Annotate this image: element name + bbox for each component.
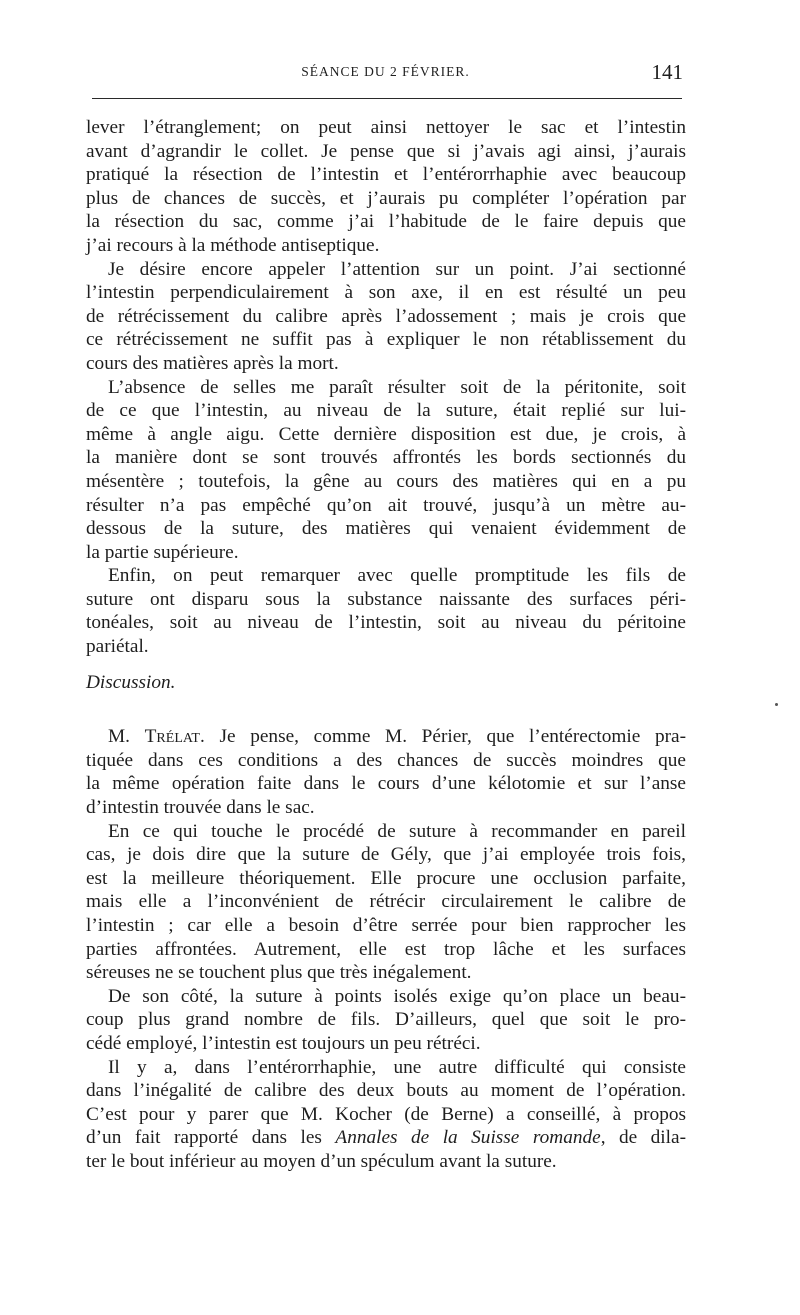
header-rule	[92, 98, 682, 99]
speaker-line-rest: . Je pense, comme M. Périer, que l’entérectomie pra-	[200, 726, 687, 748]
page-number: 141	[651, 60, 683, 84]
text-line: la partie supérieure.	[86, 541, 239, 563]
text-line: cas, je dois dire que la suture de Gély, que j’ai employée trois fois,	[86, 844, 686, 866]
text-line: avant d’agrandir le collet. Je pense que si j’avais agi ainsi, j’aurais	[86, 140, 686, 162]
text-line: pratiqué la résection de l’intestin et l’entérorrhaphie avec beaucoup	[86, 164, 686, 186]
paragraph-5	[86, 725, 686, 819]
speaker-prefix: M.	[108, 726, 130, 748]
paragraph-8	[86, 1056, 686, 1174]
text-line	[86, 1126, 686, 1150]
text-line: pariétal.	[86, 636, 149, 658]
paragraph-2	[86, 258, 686, 376]
text-line: même à angle aigu. Cette dernière disposition est due, je crois, à	[86, 423, 686, 445]
discussion-heading: Discussion.	[86, 671, 176, 693]
text-line: ce rétrécissement ne suffit pas à expliquer le non rétablissement du	[86, 329, 686, 351]
text-line: de rétrécissement du calibre après l’adossement ; mais je crois que	[86, 305, 686, 327]
paragraph-4	[86, 564, 686, 658]
running-head: SÉANCE DU 2 FÉVRIER.	[301, 64, 470, 79]
text-line: suture ont disparu sous la substance naissante des surfaces péri-	[86, 588, 686, 610]
text-line: de ce que l’intestin, au niveau de la suture, était replié sur lui-	[86, 400, 686, 422]
text-line: cédé employé, l’intestin est toujours un peu rétréci.	[86, 1032, 481, 1054]
text-line: la même opération faite dans le cours d’une kélotomie et sur l’anse	[86, 773, 686, 795]
text-line: séreuses ne se touchent plus que très inégalement.	[86, 962, 472, 984]
text-line: mais elle a l’inconvénient de rétrécir circulairement le calibre de	[86, 891, 686, 913]
margin-speck	[775, 703, 778, 706]
text-line: la résection du sac, comme j’ai l’habitude de le faire depuis que	[86, 211, 686, 233]
text-line: j’ai recours à la méthode antiseptique.	[86, 234, 380, 256]
body-text	[86, 116, 686, 1174]
text-line: Enfin, on peut remarquer avec quelle promptitude les fils de	[108, 565, 686, 587]
text-line: tonéales, soit au niveau de l’intestin, soit au niveau du péritoine	[86, 612, 686, 634]
text-line: tiquée dans ces conditions a des chances de succès moindres que	[86, 749, 686, 771]
text-line: l’intestin perpendiculairement à son axe, il en est résulté un peu	[86, 282, 686, 304]
text-line: ter le bout inférieur au moyen d’un spéculum avant la suture.	[86, 1150, 557, 1172]
text-line: plus de chances de succès, et j’aurais pu compléter l’opération par	[86, 187, 686, 209]
paragraph-7	[86, 985, 686, 1056]
text-line: mésentère ; toutefois, la gêne au cours des matières qui en a pu	[86, 470, 686, 492]
page-header	[88, 60, 683, 90]
text-line: Je désire encore appeler l’attention sur un point. J’ai sectionné	[108, 258, 686, 280]
journal-title: Annales de la Suisse romande	[335, 1127, 601, 1149]
paragraph-3	[86, 376, 686, 565]
paragraph-6	[86, 820, 686, 985]
text-line: Il y a, dans l’entérorrhaphie, une autre difficulté qui consiste	[108, 1056, 686, 1078]
text-line: coup plus grand nombre de fils. D’ailleurs, quel que soit le pro-	[86, 1009, 686, 1031]
text-line: L’absence de selles me paraît résulter soit de la péritonite, soit	[108, 376, 686, 398]
text-line: dans l’inégalité de calibre des deux bouts au moment de l’opération.	[86, 1080, 686, 1102]
text-line: C’est pour y parer que M. Kocher (de Berne) a conseillé, à propos	[86, 1103, 686, 1125]
text-line: est la meilleure théoriquement. Elle procure une occlusion parfaite,	[86, 867, 686, 889]
paragraph-1	[86, 116, 686, 258]
citation-after: , de dila-	[600, 1127, 686, 1149]
text-line: cours des matières après la mort.	[86, 352, 339, 374]
text-line: En ce qui touche le procédé de suture à recommander en pareil	[108, 820, 686, 842]
text-line: d’intestin trouvée dans le sac.	[86, 797, 315, 819]
text-line	[86, 725, 686, 749]
speaker-name: Trélat	[144, 726, 200, 748]
text-line: résulter n’a pas empêché qu’on ait trouvé, jusqu’à un mètre au-	[86, 494, 686, 516]
text-line: l’intestin ; car elle a besoin d’être serrée pour bien rapprocher les	[86, 915, 686, 936]
text-line: lever l’étranglement; on peut ainsi nettoyer le sac et l’intestin	[86, 117, 686, 138]
text-line: parties affrontées. Autrement, elle est trop lâche et les surfaces	[86, 938, 686, 960]
citation-before: d’un fait rapporté dans les	[86, 1127, 336, 1149]
text-line: dessous de la suture, des matières qui venaient évidemment de	[86, 518, 686, 540]
text-line: De son côté, la suture à points isolés exige qu’on place un beau-	[108, 985, 686, 1007]
text-line: la manière dont se sont trouvés affrontés les bords sectionnés du	[86, 447, 686, 469]
